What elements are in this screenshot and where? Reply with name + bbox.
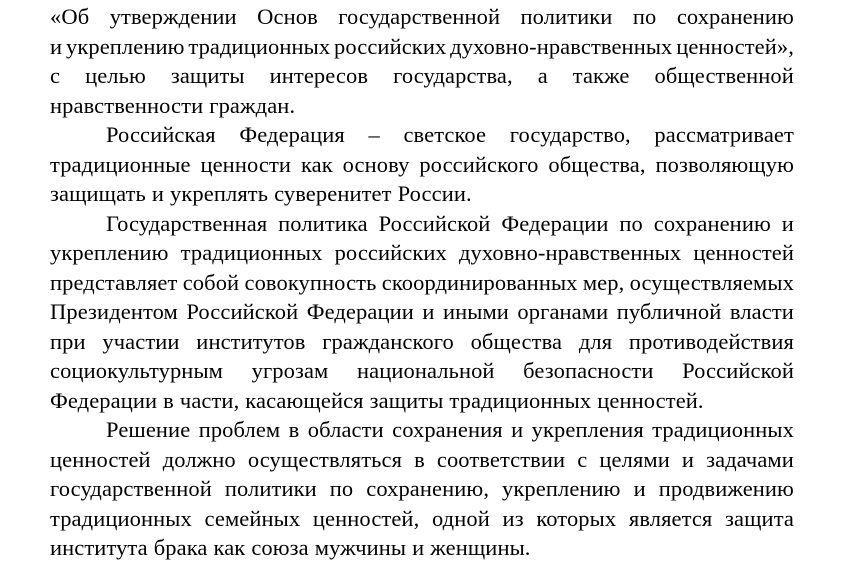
word: публичной — [616, 299, 722, 324]
word: ценностей. — [597, 388, 704, 413]
word: политика — [278, 211, 368, 236]
word: укреплению — [65, 34, 185, 59]
word: мер, — [582, 270, 625, 295]
word: должно — [162, 447, 236, 472]
word: власти — [729, 299, 794, 324]
word: защиты — [369, 388, 444, 413]
word: Решение — [106, 417, 191, 442]
word: утверждении — [109, 4, 237, 29]
word: союза — [251, 535, 309, 560]
word: части, — [179, 388, 240, 413]
text-line — [50, 445, 794, 474]
word: и — [412, 535, 425, 560]
text-line — [50, 356, 794, 385]
word: нравственности — [50, 93, 204, 118]
word: семейных — [204, 506, 301, 531]
word: защищать — [50, 181, 146, 206]
word: иными — [442, 299, 509, 324]
word: также — [572, 63, 630, 88]
word: российского — [419, 152, 539, 177]
word: для — [578, 329, 613, 354]
word: и — [422, 299, 435, 324]
word: укреплению — [50, 240, 169, 265]
word: политики — [520, 4, 613, 29]
word: основу — [342, 152, 410, 177]
word: Федерация — [239, 122, 345, 147]
word: традиционных — [50, 506, 192, 531]
word: в — [288, 417, 300, 442]
word: укреплению — [502, 476, 621, 501]
word: в — [163, 388, 174, 413]
word: общества — [470, 329, 563, 354]
word: интересов — [269, 63, 369, 88]
word: граждан. — [209, 93, 296, 118]
word: традиционных — [188, 34, 331, 59]
word: национальной — [356, 358, 495, 383]
word: представляет — [50, 270, 178, 295]
word: сохранению — [676, 4, 794, 29]
word: Федерации — [306, 299, 414, 324]
word: Федерации — [501, 211, 609, 236]
word: целями — [599, 447, 670, 472]
word: противодействия — [628, 329, 794, 354]
word: России. — [397, 181, 472, 206]
word: которых — [536, 506, 617, 531]
word: укреплять — [170, 181, 269, 206]
word: защита — [725, 506, 794, 531]
text-line — [50, 268, 794, 297]
word: Российская — [106, 122, 216, 147]
word: и — [781, 211, 794, 236]
word: традиционных — [652, 417, 794, 442]
word: ценностей, — [312, 506, 420, 531]
word: сохранения — [392, 417, 503, 442]
text-line — [106, 209, 794, 238]
word: и — [511, 417, 524, 442]
word: светское — [403, 122, 487, 147]
word: сохранению — [653, 211, 771, 236]
word: социокультурным — [50, 358, 224, 383]
word: мужчины — [314, 535, 407, 560]
word: с — [50, 63, 61, 88]
word: Государственная — [106, 211, 268, 236]
word: Российской — [682, 358, 794, 383]
text-line — [50, 61, 794, 90]
word: рассматривает — [654, 122, 794, 147]
word: а — [537, 63, 548, 88]
word: совокупность — [244, 270, 377, 295]
word: осуществляться — [247, 447, 403, 472]
word: как — [300, 152, 333, 177]
word: «Об — [50, 4, 90, 29]
word: духовно-нравственных — [458, 240, 682, 265]
text-line — [50, 297, 794, 326]
word: традиционные — [50, 152, 191, 177]
word: осуществляемых — [629, 270, 794, 295]
text-line — [50, 386, 794, 415]
text-line — [50, 238, 794, 267]
word: общества, — [548, 152, 646, 177]
word: с — [577, 447, 588, 472]
word: институтов — [196, 329, 306, 354]
word: соответствии — [436, 447, 566, 472]
word: как — [213, 535, 246, 560]
word: при — [50, 329, 86, 354]
word: Президентом — [50, 299, 178, 324]
word: целью — [85, 63, 146, 88]
word: и — [633, 476, 646, 501]
word: позволяющую — [655, 152, 794, 177]
word: – — [368, 122, 380, 147]
text-line — [50, 2, 794, 31]
word: ценностей — [50, 447, 151, 472]
word: из — [502, 506, 524, 531]
word: угрозам — [251, 358, 329, 383]
text-line — [50, 150, 794, 179]
word: в — [414, 447, 425, 472]
text-line — [106, 415, 794, 444]
word: российских — [334, 34, 447, 59]
word: института — [50, 535, 148, 560]
word: государство, — [509, 122, 631, 147]
word: Федерации — [50, 388, 158, 413]
word: политики — [224, 476, 317, 501]
text-line — [50, 32, 794, 61]
word: духовно-нравственных — [450, 34, 673, 59]
text-line — [50, 179, 794, 208]
word: по — [619, 211, 643, 236]
word: и — [50, 34, 63, 59]
text-line — [50, 327, 794, 356]
word: защиты — [170, 63, 245, 88]
word: Российской — [378, 211, 491, 236]
word: традиционных — [449, 388, 592, 413]
word: ценностей — [693, 240, 794, 265]
word: и — [151, 181, 165, 206]
word: сохранению, — [366, 476, 490, 501]
text-line — [50, 533, 794, 562]
text-line — [50, 504, 794, 533]
word: задачами — [706, 447, 794, 472]
word: ценности — [200, 152, 292, 177]
text-line — [50, 474, 794, 503]
word: скоординированных — [381, 270, 578, 295]
word: по — [632, 4, 657, 29]
word: проблем — [198, 417, 281, 442]
word: государственной — [338, 4, 501, 29]
word: традиционных — [180, 240, 323, 265]
word: касающейся — [245, 388, 364, 413]
text-line — [106, 120, 794, 149]
word: по — [329, 476, 354, 501]
word: брака — [153, 535, 208, 560]
word: органами — [517, 299, 609, 324]
word: одной — [431, 506, 490, 531]
word: безопасности — [523, 358, 654, 383]
word: государства, — [393, 63, 513, 88]
word: суверенитет — [274, 181, 392, 206]
word: общественной — [654, 63, 794, 88]
word: участии — [102, 329, 180, 354]
word: является — [628, 506, 713, 531]
word: ценностей», — [676, 34, 794, 59]
word: государственной — [50, 476, 212, 501]
word: российских — [334, 240, 447, 265]
text-line — [50, 91, 794, 120]
word: женщины. — [430, 535, 531, 560]
word: Основ — [257, 4, 318, 29]
word: укрепления — [531, 417, 644, 442]
word: собой — [182, 270, 240, 295]
word: продвижению — [658, 476, 794, 501]
word: гражданского — [322, 329, 454, 354]
word: области — [307, 417, 384, 442]
word: Российской — [186, 299, 299, 324]
word: и — [681, 447, 695, 472]
